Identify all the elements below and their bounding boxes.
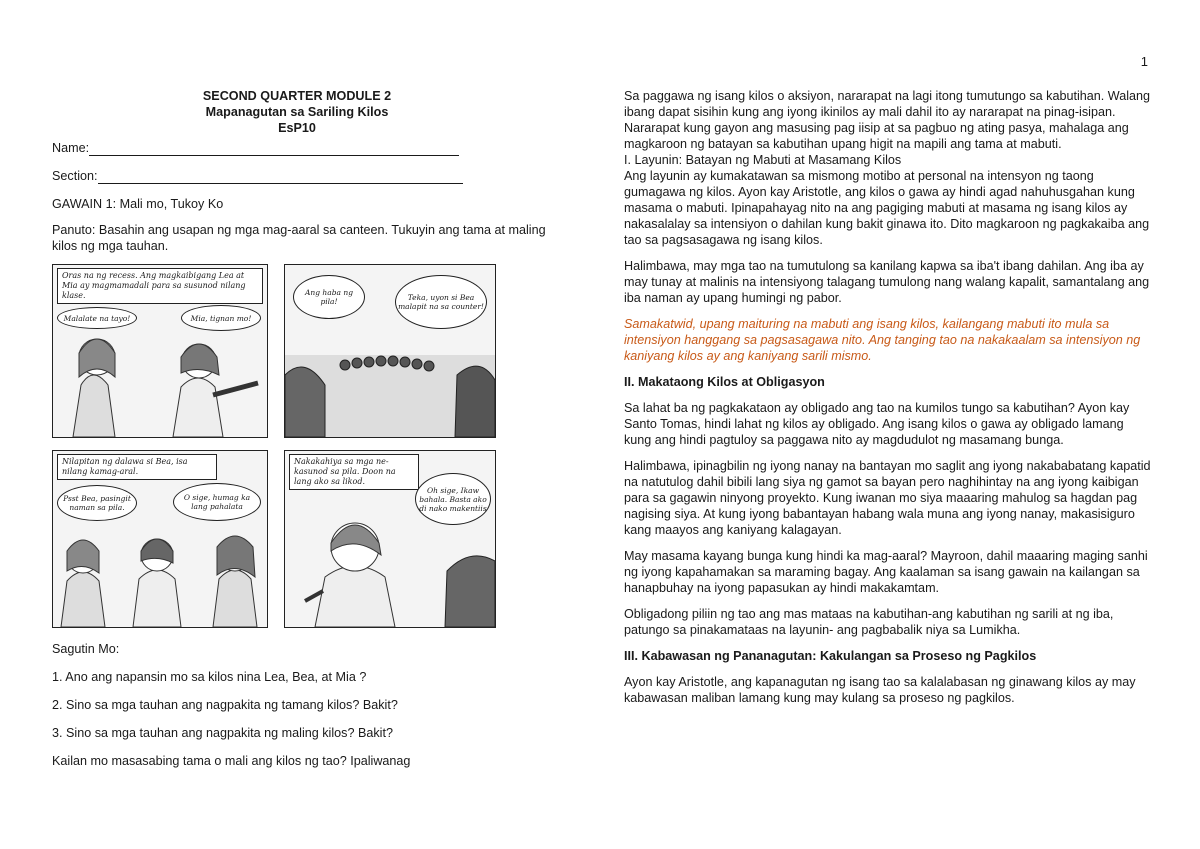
section-underline[interactable] bbox=[98, 171, 463, 184]
panuto-text: Panuto: Basahin ang usapan ng mga mag-aaral sa canteen. Tukuyin ang tama at maling kilos ng mga tauhan. bbox=[52, 223, 546, 253]
name-field[interactable] bbox=[52, 140, 572, 158]
right-column bbox=[624, 88, 1152, 716]
comic-panel-2 bbox=[284, 264, 496, 438]
section-3-body: Ayon kay Aristotle, ang kapanagutan ng isang tao sa kalalabasan ng ginawang kilos ay may kabawasan maliban lamang kung may kulang sa proseso ng pagkilos. bbox=[624, 675, 1136, 705]
question-3: 3. Sino sa mga tauhan ang nagpakita ng maling kilos? Bakit? bbox=[52, 726, 393, 740]
left-column bbox=[52, 88, 572, 781]
question-2: 2. Sino sa mga tauhan ang nagpakita ng tamang kilos? Bakit? bbox=[52, 698, 398, 712]
panel-1-caption: Oras na ng recess. Ang magkaibigang Lea at Mia ay magmamadali para sa susunod nilang klase. bbox=[57, 268, 263, 304]
section-3-title: III. Kabawasan ng Pananagutan: Kakulangan sa Proseso ng Pagkilos bbox=[624, 649, 1037, 663]
question-1: 1. Ano ang napansin mo sa kilos nina Lea, Bea, at Mia ? bbox=[52, 670, 367, 684]
panel-3-bubble-2: O sige, humag ka lang pahalata bbox=[173, 483, 261, 521]
panel-3-bubble-1: Psst Bea, pasingit naman sa pila. bbox=[57, 485, 137, 521]
panel-4-bubble-1: Oh sige, Ikaw bahala. Basta ako di nako makentiis bbox=[415, 473, 491, 525]
name-label: Name: bbox=[52, 141, 90, 155]
question-4: Kailan mo masasabing tama o mali ang kilos ng tao? Ipaliwanag bbox=[52, 754, 411, 768]
module-subtitle: Mapanagutan sa Sariling Kilos bbox=[205, 105, 389, 119]
samakatwid-paragraph: Samakatwid, upang maituring na mabuti ang isang kilos, kailangang mabuti ito mula sa intensiyon hanggang sa pagsasagawa nito. Ang tanging tao na nakakaalam sa intensiyon ng kaniyang kilos ay ang kaniyang sarili mismo. bbox=[624, 317, 1141, 363]
comic-panel-1 bbox=[52, 264, 268, 438]
section-field[interactable] bbox=[52, 168, 572, 186]
name-underline[interactable] bbox=[89, 143, 459, 156]
page-number: 1 bbox=[1140, 54, 1148, 69]
panel-1-bubble-1: Malalate na tayo! bbox=[57, 307, 137, 329]
panel-2-bubble-2: Teka, uyon si Bea malapit na sa counter! bbox=[395, 275, 487, 329]
section-label: Section: bbox=[52, 169, 98, 183]
section-2-title: II. Makataong Kilos at Obligasyon bbox=[624, 375, 825, 389]
panel-4-caption: Nakakahiya sa mga ne-kasunod sa pila. Doon na lang ako sa likod. bbox=[289, 454, 419, 490]
halimbawa-1: Halimbawa, may mga tao na tumutulong sa kanilang kapwa sa iba't ibang dahilan. Ang iba ay may tunay at malinis na intensiyong talagang tumulong nang walang kapalit, samantalang ang iba naman ay upang humingi ng pabor. bbox=[624, 259, 1150, 305]
comic-strip bbox=[52, 264, 496, 629]
comic-panel-3 bbox=[52, 450, 268, 628]
section-1-title: I. Layunin: Batayan ng Mabuti at Masamang Kilos bbox=[624, 153, 902, 167]
gawain-title: GAWAIN 1: Mali mo, Tukoy Ko bbox=[52, 197, 224, 211]
masama-paragraph: May masama kayang bunga kung hindi ka mag-aaral? Mayroon, dahil maaaring maging sanhi ng iyong kapahamakan sa maraming bagay. Ang kaalaman sa isang gawain na kailangan sa hanapbuhay na iyong papasukan ay hindi makakamtam. bbox=[624, 549, 1148, 595]
section-1-body: Ang layunin ay kumakatawan sa mismong motibo at personal na intensyon ng taong gumagawa ng kilos. Ayon kay Aristotle, ang kilos o gawa ay hindi agad nahuhusgahan kung masama o mabuti. Ipinapahayag nito na ang pagiging mabuti at masama ng isang kilos ay nakasalalay sa intensiyon o dahilan kung bakit ginawa ito. Dito magkaroon ng pagkakaiba ang tao sa pagsasagawa ng isang kilos. bbox=[624, 169, 1150, 247]
sagutin-label: Sagutin Mo: bbox=[52, 642, 120, 656]
module-title: SECOND QUARTER MODULE 2 bbox=[202, 89, 392, 103]
module-subject: EsP10 bbox=[278, 121, 316, 135]
comic-panel-4 bbox=[284, 450, 496, 628]
section-2-body: Sa lahat ba ng pagkakataon ay obligado ang tao na kumilos tungo sa kabutihan? Ayon kay Santo Tomas, hindi lahat ng kilos ay obligado. Ang isang kilos o gawa ay obligado lamang kung ang hindi pagtuloy sa paggawa nito ay magdudulot ng masamang bunga. bbox=[624, 401, 1130, 447]
intro-paragraph: Sa paggawa ng isang kilos o aksiyon, nararapat na lagi itong tumutungo sa kabutihan. Walang ibang dapat sisihin kung ang iyong ikinilos ay mali dahil ito ay nararapat na pinag-isipan. Nararapat kung gayon ang masusing pag iisip at sa pagbuo ng ating pasya, mahalaga ang magkaroon ng batayan sa kabutihan upang higit na mapili ang tama at mabuti. bbox=[624, 89, 1151, 151]
halimbawa-2: Halimbawa, ipinagbilin ng iyong nanay na bantayan mo saglit ang iyong nakababatang kapatid na natutulog dahil bibili lang siya ng gamot sa bayan pero naghihintay na ang iyong kaibigan para sa gagawin ninyong proyekto. Kung iwanan mo siya maaaring mahulog sa hagdan pag nagising siya. At kung iyong babantayan habang wala muna ang iyong nanay, makasisiguro kang maayos ang kaniyang kalagayan. bbox=[624, 459, 1151, 537]
panel-2-bubble-1: Ang haba ng pila! bbox=[293, 275, 365, 319]
obligado-paragraph: Obligadong piliin ng tao ang mas mataas na kabutihan-ang kabutihan ng sarili at ng iba, patungo sa pinakamataas na layunin- ang pagbabalik niya sa Lumikha. bbox=[624, 607, 1114, 637]
panel-1-bubble-2: Mia, tignan mo! bbox=[181, 305, 261, 331]
panel-3-caption: Nilapitan ng dalawa si Bea, isa nilang kamag-aral. bbox=[57, 454, 217, 480]
